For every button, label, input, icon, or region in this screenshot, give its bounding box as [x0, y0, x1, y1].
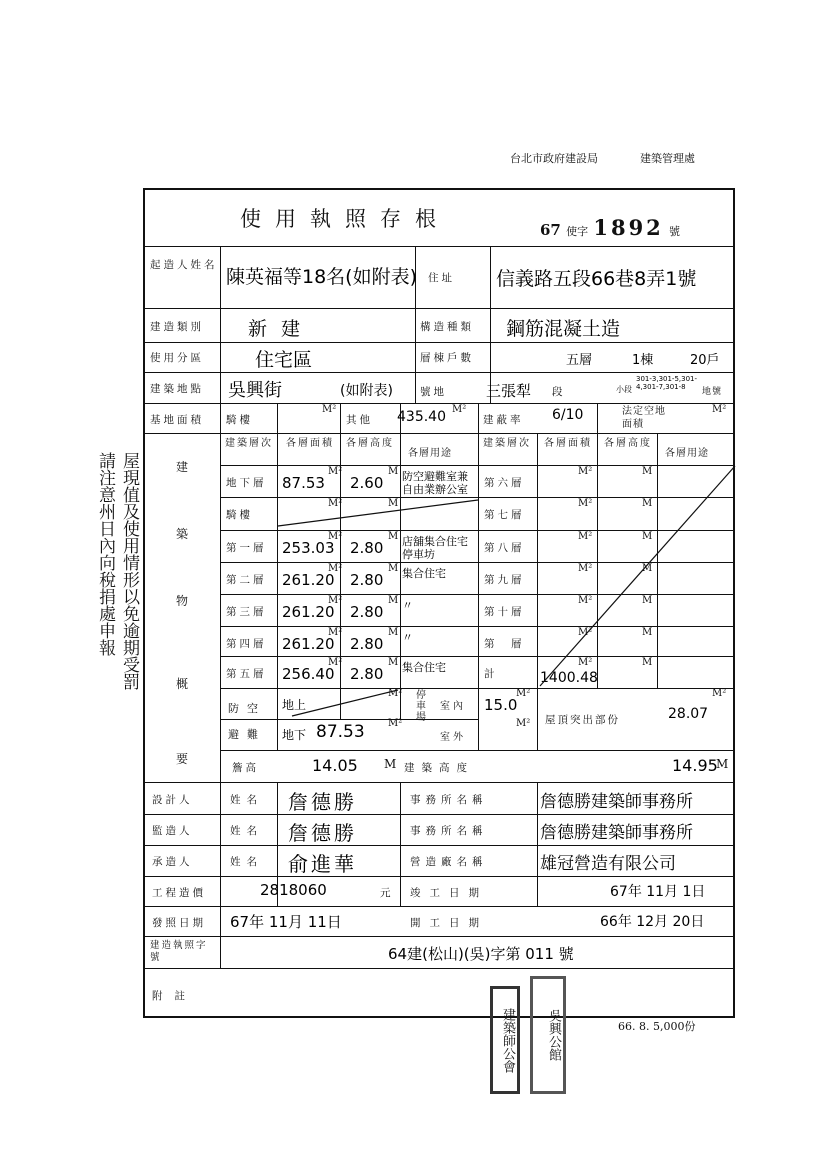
m2-unit: M²	[328, 498, 343, 509]
eaves-label: 簷高	[232, 762, 259, 774]
m-unit: M	[388, 657, 399, 668]
outdoor-label: 室外	[440, 732, 466, 743]
completion-label: 竣工日期	[410, 887, 488, 899]
permit-type: 使字	[566, 225, 589, 238]
stamp-top-b: 建築管理處	[640, 152, 695, 165]
floor-level: 第二層	[226, 574, 267, 586]
owner-label: 起造人姓名	[150, 259, 218, 271]
start-label: 開工日期	[410, 917, 488, 929]
col-header-height: 各層高度	[346, 438, 394, 449]
completion-value: 67年 11月 1日	[610, 884, 706, 900]
strike-line	[278, 500, 478, 526]
m-unit: M	[388, 563, 399, 574]
building-permit-value: 64建(松山)(吳)字第 011 號	[388, 945, 574, 963]
shelter-below-value: 87.53	[316, 722, 365, 742]
designer-role: 設計人	[152, 794, 193, 806]
legal-open-label: 法定空地面積	[622, 406, 666, 430]
permit-prefix: 67	[540, 221, 561, 239]
floor-area: 261.20	[282, 603, 335, 621]
indoor-label: 室內	[440, 701, 466, 712]
designer-office: 詹德勝建築師事務所	[540, 792, 693, 812]
indoor-value: 15.0	[484, 696, 518, 714]
roof-label: 屋頂突出部份	[545, 714, 620, 726]
designer-name-label: 姓名	[230, 794, 263, 806]
eaves-value: 14.05	[312, 756, 358, 775]
m-unit: M	[642, 466, 653, 477]
building-height-value: 14.95	[672, 756, 718, 775]
site-lane-label: 號地	[420, 386, 447, 398]
supervisor-name-label: 姓名	[230, 825, 263, 837]
floor-use: 集合住宅	[402, 567, 446, 580]
m2-unit: M²	[578, 498, 593, 509]
floor-use: 〃	[402, 631, 413, 644]
m-unit: M	[642, 563, 653, 574]
coverage-value: 6/10	[552, 407, 584, 423]
m2-unit: M²	[578, 466, 593, 477]
strike-line	[540, 466, 735, 686]
permit-no: 1892	[593, 215, 664, 240]
stamp-bottom-b: 吳興公館	[530, 976, 566, 1094]
m2-unit: M²	[712, 688, 727, 699]
floors-value: 五層	[566, 353, 593, 368]
contractor-role: 承造人	[152, 856, 193, 868]
m2-unit: M²	[328, 627, 343, 638]
site-street: 吳興街	[228, 380, 282, 401]
m-unit: M	[388, 627, 399, 638]
m2-unit: M²	[578, 595, 593, 606]
permit-suffix: 號	[669, 225, 681, 238]
structure-value: 鋼筋混凝土造	[506, 318, 621, 340]
stamp-bottom-a: 建築師公會	[490, 986, 520, 1094]
floor-area: 87.53	[282, 474, 325, 492]
m2-unit: M²	[578, 531, 593, 542]
m2-unit: M²	[328, 466, 343, 477]
floor-level: 第四層	[226, 638, 267, 650]
parking-label: 停車場	[416, 690, 426, 723]
floor-height: 2.80	[350, 603, 384, 621]
print-note: 66. 8. 5,000份	[618, 1020, 696, 1033]
m2-unit: M²	[328, 531, 343, 542]
side-note-line: 屋現值及使用情形以免逾期受罰	[119, 452, 139, 690]
building-height-label: 建築高度	[404, 762, 474, 774]
other-label: 其他	[346, 414, 373, 426]
floor-use: 集合住宅	[402, 661, 446, 674]
supervisor-name: 詹德勝	[288, 821, 357, 845]
address-value: 信義路五段66巷8弄1號	[496, 268, 697, 290]
col-header-use: 各層用途	[408, 448, 452, 459]
remark-label: 附註	[152, 990, 197, 1002]
building-permit-label: 建造執照字號	[150, 940, 208, 963]
issue-label: 發照日期	[152, 917, 206, 929]
shelter-above: 地上	[282, 698, 307, 712]
m2-unit: M²	[322, 404, 337, 415]
m2-unit: M²	[712, 404, 727, 415]
cost-value: 2818060	[260, 881, 327, 899]
m2-unit: M²	[578, 563, 593, 574]
col-header-level: 建築層次	[225, 438, 273, 449]
m-unit: M	[642, 595, 653, 606]
start-value: 66年 12月 20日	[600, 914, 705, 930]
site-note: (如附表)	[340, 383, 393, 399]
cost-unit: 元	[380, 887, 394, 899]
m2-unit: M²	[388, 718, 403, 729]
floor-height: 2.80	[350, 571, 384, 589]
m-unit: M	[388, 531, 399, 542]
floor-height: 2.80	[350, 635, 384, 653]
floor-level: 第五層	[226, 668, 267, 680]
site-section: 三張犁	[486, 382, 532, 400]
owner-name: 陳英福等18名(如附表)	[226, 266, 418, 288]
m2-unit: M²	[328, 657, 343, 668]
contractor-firm: 雄冠營造有限公司	[540, 854, 676, 874]
construction-type: 新建	[248, 318, 315, 340]
floor-use: 防空避難室兼自由業辦公室	[402, 470, 468, 496]
m-unit: M	[642, 531, 653, 542]
other-area: 435.40	[397, 409, 446, 425]
coverage-label: 建蔽率	[483, 414, 524, 426]
floor-area: 253.03	[282, 539, 335, 557]
floor-area: 261.20	[282, 635, 335, 653]
zoning-label: 使用分區	[150, 352, 204, 364]
total-area: 1400.48	[540, 670, 598, 686]
form-title: 使用執照存根	[240, 207, 450, 231]
shelter-label: 防空避難	[228, 702, 266, 741]
m-unit: M	[388, 498, 399, 509]
floor-level: 第十層	[484, 606, 525, 618]
issue-value: 67年 11月 11日	[230, 913, 342, 931]
m2-unit: M²	[578, 657, 593, 668]
col-header-level: 建築層次	[483, 438, 531, 449]
side-label: 概	[175, 677, 188, 691]
floor-level: 第七層	[484, 509, 525, 521]
side-label: 要	[175, 752, 188, 766]
floor-level: 第 層	[484, 638, 525, 650]
col-header-use: 各層用途	[665, 448, 709, 459]
designer-name: 詹德勝	[288, 790, 357, 814]
floor-height: 2.60	[350, 474, 384, 492]
floor-level: 計	[484, 668, 498, 680]
supervisor-office-label: 事務所名稱	[410, 825, 488, 837]
floor-level: 地下層	[226, 477, 267, 489]
supervisor-role: 監造人	[152, 825, 193, 837]
m2-unit: M²	[388, 688, 403, 699]
arcade-label: 騎樓	[226, 414, 253, 426]
m-unit: M	[642, 657, 653, 668]
address-label: 住址	[428, 272, 455, 284]
site-label: 建築地點	[150, 383, 204, 395]
m-unit: M	[642, 627, 653, 638]
floor-level: 騎樓	[226, 509, 253, 521]
m-unit: M	[716, 757, 729, 771]
contractor-name-label: 姓名	[230, 856, 263, 868]
contractor-name: 俞進華	[288, 852, 357, 876]
floor-area: 256.40	[282, 665, 335, 683]
roof-value: 28.07	[668, 706, 709, 722]
side-label: 築	[175, 527, 188, 541]
zoning-value: 住宅區	[255, 349, 313, 371]
supervisor-office: 詹德勝建築師事務所	[540, 823, 693, 843]
col-header-height: 各層高度	[604, 438, 652, 449]
cost-label: 工程造價	[152, 887, 206, 899]
col-header-area: 各層面積	[544, 438, 592, 449]
m-unit: M	[642, 498, 653, 509]
m-unit: M	[388, 595, 399, 606]
side-label: 建	[175, 460, 188, 474]
designer-office-label: 事務所名稱	[410, 794, 488, 806]
floor-level: 第三層	[226, 606, 267, 618]
floor-level: 第九層	[484, 574, 525, 586]
site-section-label: 段	[552, 386, 566, 398]
buildings-value: 1棟	[632, 353, 654, 368]
strike-line	[292, 690, 398, 716]
floor-use: 店舖集合住宅停車坊	[402, 535, 468, 561]
side-label: 物	[175, 594, 188, 608]
floor-area: 261.20	[282, 571, 335, 589]
floor-use: 〃	[402, 599, 413, 612]
floor-height: 2.80	[350, 665, 384, 683]
m2-unit: M²	[452, 404, 467, 415]
site-lot-suffix: 地號	[702, 387, 723, 397]
units-value: 20戶	[690, 353, 720, 368]
m2-unit: M²	[578, 627, 593, 638]
site-lot-label: 小段	[616, 385, 632, 394]
m2-unit: M²	[516, 718, 531, 729]
construction-type-label: 建造類別	[150, 321, 204, 333]
m2-unit: M²	[516, 688, 531, 699]
m-unit: M	[388, 466, 399, 477]
floor-height: 2.80	[350, 539, 384, 557]
m2-unit: M²	[328, 595, 343, 606]
area-label: 基地面積	[150, 414, 204, 426]
m2-unit: M²	[328, 563, 343, 574]
floor-level: 第一層	[226, 542, 267, 554]
floor-level: 第八層	[484, 542, 525, 554]
structure-label: 構造種類	[420, 321, 474, 333]
col-header-area: 各層面積	[286, 438, 334, 449]
shelter-below: 地下	[282, 728, 307, 742]
side-note-line: 請注意州日內向稅捐處申報	[95, 452, 115, 656]
floor-level: 第六層	[484, 477, 525, 489]
stamp-top-a: 台北市政府建設局	[510, 152, 598, 165]
contractor-firm-label: 營造廠名稱	[410, 856, 488, 868]
floors-label: 層棟戶數	[420, 352, 474, 364]
site-lots: 301-3,301-5,301-4,301-7,301-8	[636, 375, 698, 391]
m-unit: M	[384, 757, 397, 771]
